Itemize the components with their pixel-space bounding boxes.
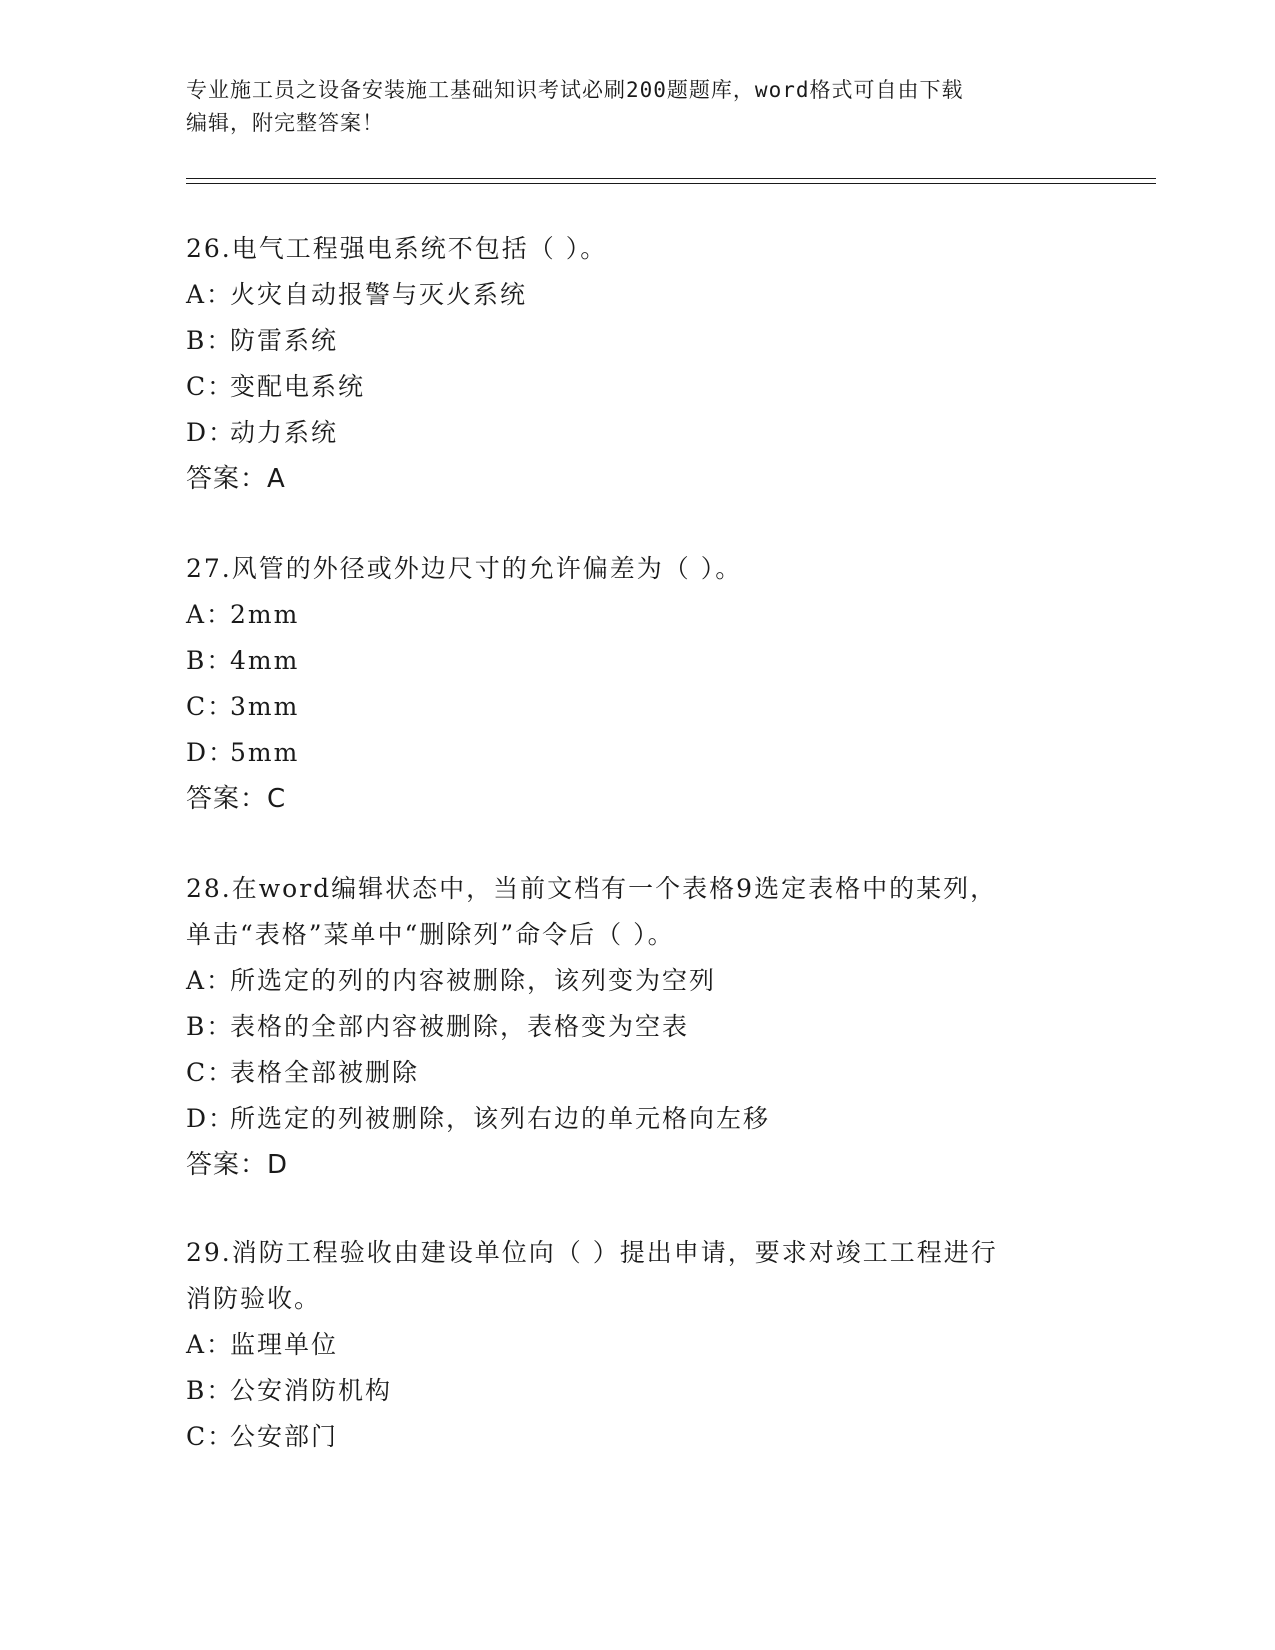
option-text: 变配电系统 [230, 372, 366, 401]
question-stem: 26.电气工程强电系统不包括（ ）。 [186, 234, 608, 263]
option-c [186, 364, 1066, 410]
option-d [186, 730, 1066, 776]
header-divider [186, 178, 1156, 184]
header-line-1: 专业施工员之设备安装施工基础知识考试必刷200题题库，word格式可自由下载 [186, 78, 964, 102]
option-b [186, 1004, 1066, 1050]
option-a [186, 1322, 1066, 1368]
option-letter: B： [186, 326, 234, 355]
question-26 [186, 226, 1066, 502]
option-a [186, 272, 1066, 318]
answer: 答案：D [186, 1150, 289, 1180]
option-letter: A： [186, 1330, 234, 1359]
option-letter: A： [186, 280, 234, 309]
option-letter: D： [186, 1104, 236, 1133]
option-letter: D： [186, 418, 236, 447]
option-letter: B： [186, 1012, 234, 1041]
question-stem-continued: 消防验收。 [186, 1284, 322, 1313]
question-29 [186, 1230, 1066, 1460]
question-stem: 27.风管的外径或外边尺寸的允许偏差为（ ）。 [186, 554, 743, 583]
option-text: 所选定的列被删除，该列右边的单元格向左移 [230, 1104, 771, 1133]
option-text: 表格的全部内容被删除，表格变为空表 [230, 1012, 690, 1041]
option-a [186, 958, 1066, 1004]
option-c [186, 684, 1066, 730]
option-a [186, 592, 1066, 638]
header-line-2: 编辑，附完整答案！ [186, 111, 384, 135]
option-letter: C： [186, 372, 235, 401]
option-letter: A： [186, 600, 234, 629]
option-letter: C： [186, 1058, 235, 1087]
option-text: 2mm [230, 600, 300, 629]
question-28 [186, 866, 1066, 1188]
question-stem: 29.消防工程验收由建设单位向（ ）提出申请，要求对竣工工程进行 [186, 1238, 998, 1267]
option-text: 火灾自动报警与灭火系统 [230, 280, 528, 309]
answer: 答案：C [186, 784, 287, 814]
option-letter: B： [186, 646, 234, 675]
option-text: 5mm [230, 738, 300, 767]
option-text: 动力系统 [230, 418, 339, 447]
option-letter: B： [186, 1376, 234, 1405]
answer: 答案：A [186, 464, 286, 494]
option-text: 监理单位 [230, 1330, 339, 1359]
document-header [186, 74, 1066, 140]
option-text: 防雷系统 [230, 326, 339, 355]
option-c [186, 1414, 1066, 1460]
option-c [186, 1050, 1066, 1096]
option-letter: C： [186, 1422, 235, 1451]
option-text: 所选定的列的内容被删除，该列变为空列 [230, 966, 717, 995]
option-text: 公安部门 [230, 1422, 339, 1451]
option-text: 公安消防机构 [230, 1376, 393, 1405]
question-27 [186, 546, 1066, 822]
option-b [186, 318, 1066, 364]
option-letter: C： [186, 692, 235, 721]
option-b [186, 1368, 1066, 1414]
option-text: 3mm [230, 692, 300, 721]
question-stem-continued: 单击“表格”菜单中“删除列”命令后（ ）。 [186, 920, 675, 949]
option-b [186, 638, 1066, 684]
option-letter: D： [186, 738, 236, 767]
option-letter: A： [186, 966, 234, 995]
option-text: 表格全部被删除 [230, 1058, 420, 1087]
option-text: 4mm [230, 646, 300, 675]
option-d [186, 1096, 1066, 1142]
option-d [186, 410, 1066, 456]
question-stem: 28.在word编辑状态中，当前文档有一个表格9选定表格中的某列， [186, 874, 998, 903]
